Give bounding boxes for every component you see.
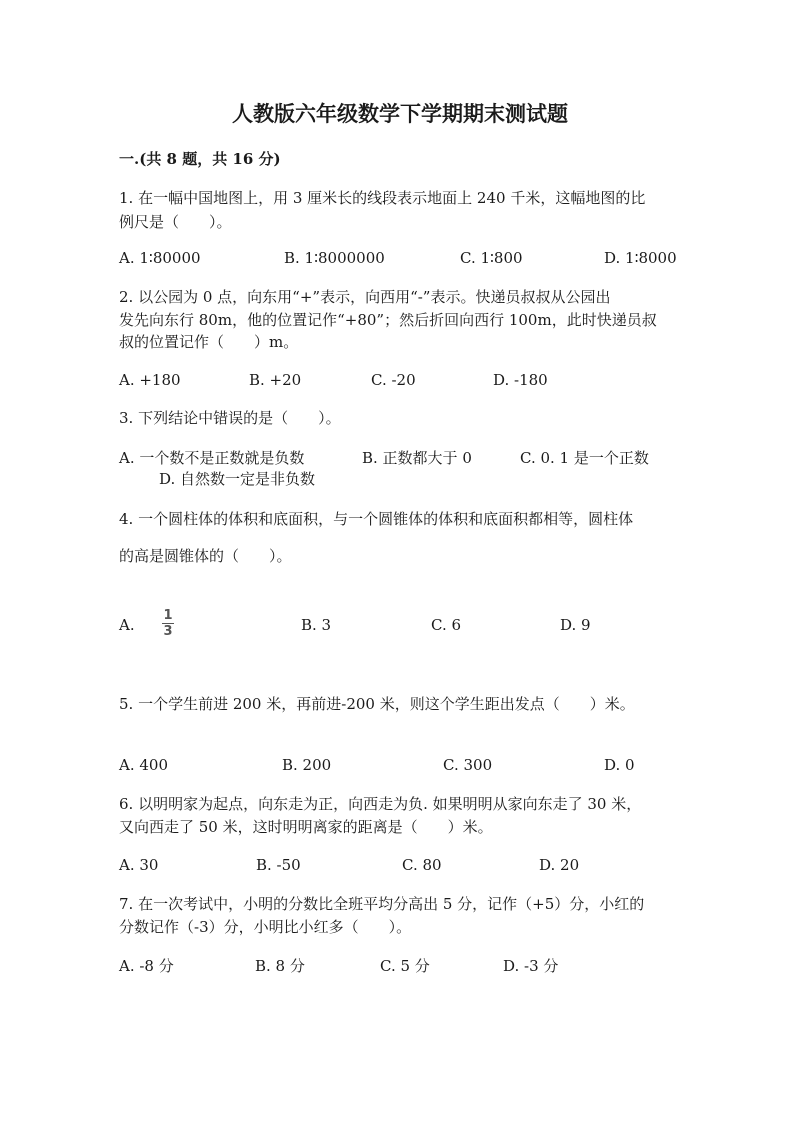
question-1-option-c: C. 1∶800	[460, 249, 523, 267]
question-5-option-d: D. 0	[604, 756, 635, 774]
question-7-option-c: C. 5 分	[380, 957, 430, 975]
question-3-option-b: B. 正数都大于 0	[362, 449, 472, 467]
fraction-one-third	[162, 609, 174, 638]
question-4-option-a: A.	[119, 616, 135, 634]
question-5-option-c: C. 300	[443, 756, 493, 774]
question-6-option-d: D. 20	[539, 856, 580, 874]
question-7-text-line-1: 7. 在一次考试中，小明的分数比全班平均分高出 5 分，记作（+5）分，小红的	[119, 895, 645, 913]
question-1-option-d: D. 1∶8000	[604, 249, 677, 267]
question-4-option-c: C. 6	[431, 616, 462, 634]
question-7-option-b: B. 8 分	[255, 957, 305, 975]
fraction-denominator: 3	[163, 624, 173, 639]
question-6-option-a: A. 30	[119, 856, 159, 874]
question-1-text-line-1: 1. 在一幅中国地图上，用 3 厘米长的线段表示地面上 240 千米，这幅地图的比	[119, 189, 646, 207]
question-3-text-line-1: 3. 下列结论中错误的是（ ）。	[119, 409, 341, 427]
question-4-option-b: B. 3	[301, 616, 332, 634]
question-2-text-line-3: 叔的位置记作（ ）m。	[119, 333, 299, 351]
question-2-option-c: C. -20	[371, 371, 416, 389]
question-3-option-d: D. 自然数一定是非负数	[159, 470, 316, 488]
question-2-option-b: B. +20	[249, 371, 302, 389]
question-1-option-b: B. 1∶8000000	[284, 249, 385, 267]
question-3-option-c: C. 0. 1 是一个正数	[520, 449, 649, 467]
fraction-numerator: 1	[163, 608, 173, 623]
page-title: 人教版六年级数学下学期期末测试题	[232, 101, 568, 126]
question-4-text-line-1: 4. 一个圆柱体的体积和底面积，与一个圆锥体的体积和底面积都相等，圆柱体	[119, 510, 634, 528]
question-6-text-line-2: 又向西走了 50 米，这时明明离家的距离是（ ）米。	[119, 818, 493, 836]
section-heading: 一.(共 8 题，共 16 分)	[119, 150, 281, 168]
question-2-text-line-1: 2. 以公园为 0 点，向东用“+”表示，向西用“-”表示。快递员叔叔从公园出	[119, 288, 611, 306]
question-1-option-a: A. 1∶80000	[119, 249, 201, 267]
question-4-option-d: D. 9	[560, 616, 591, 634]
question-3-option-a: A. 一个数不是正数就是负数	[119, 449, 305, 467]
question-2-text-line-2: 发先向东行 80m，他的位置记作“+80”；然后折回向西行 100m，此时快递员叔	[119, 311, 657, 329]
question-2-option-d: D. -180	[493, 371, 548, 389]
question-7-option-d: D. -3 分	[503, 957, 559, 975]
question-2-option-a: A. +180	[119, 371, 181, 389]
question-7-text-line-2: 分数记作（-3）分，小明比小红多（ ）。	[119, 918, 412, 936]
question-5-option-b: B. 200	[282, 756, 332, 774]
question-5-text-line-1: 5. 一个学生前进 200 米，再前进-200 米，则这个学生距出发点（ ）米。	[119, 695, 635, 713]
question-6-option-c: C. 80	[402, 856, 442, 874]
question-6-text-line-1: 6. 以明明家为起点，向东走为正，向西走为负. 如果明明从家向东走了 30 米，	[119, 795, 642, 813]
question-5-option-a: A. 400	[119, 756, 168, 774]
question-7-option-a: A. -8 分	[119, 957, 174, 975]
question-1-text-line-2: 例尺是（ ）。	[119, 213, 232, 231]
question-4-text-line-2: 的高是圆锥体的（ ）。	[119, 547, 292, 565]
question-6-option-b: B. -50	[256, 856, 301, 874]
